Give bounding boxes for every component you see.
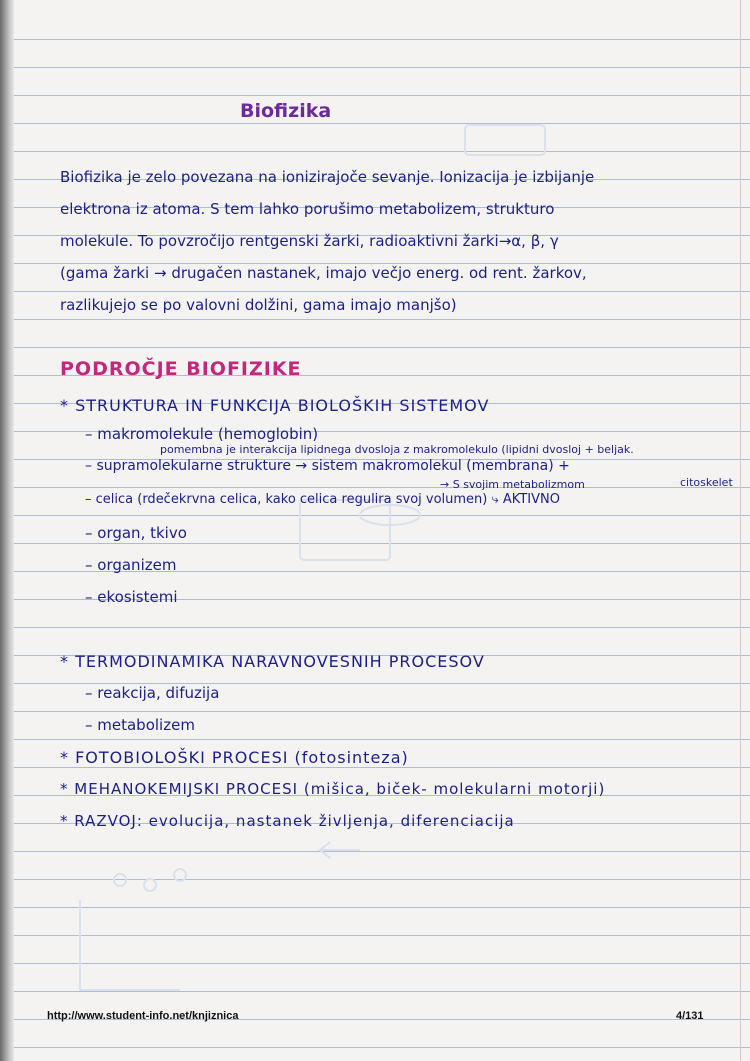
note-metabolizem: → S svojim metabolizmom xyxy=(440,478,585,491)
section-heading: PODROČJE BIOFIZIKE xyxy=(60,358,302,380)
struktura-item-4: – organ, tkivo xyxy=(85,524,187,542)
paragraph-line-1: Biofizika je zelo povezana na ionizirajoče sevanje. Ionizacija je izbijanje xyxy=(60,168,595,186)
page-title: Biofizika xyxy=(240,100,332,122)
paragraph-line-5: razlikujejo se po valovni dolžini, gama imajo manjšo) xyxy=(60,296,457,314)
paragraph-line-2: elektrona iz atoma. S tem lahko porušimo metabolizem, strukturo xyxy=(60,200,555,218)
page-number: 4/131 xyxy=(676,1010,704,1022)
note-citoskelet: citoskelet xyxy=(680,476,733,489)
struktura-item-5: – organizem xyxy=(85,556,177,574)
struktura-item-3: – celica (rdečekrvna celica, kako celica regulira svoj volumen) ⤷ AKTIVNO xyxy=(85,492,560,507)
paragraph-line-4: (gama žarki → drugačen nastanek, imajo večjo energ. od rent. žarkov, xyxy=(60,264,587,282)
termodinamika-heading: * TERMODINAMIKA NARAVNOVESNIH PROCESOV xyxy=(60,652,485,671)
termodinamika-item-2: – metabolizem xyxy=(85,716,195,734)
razvoj-item: * RAZVOJ: evolucija, nastanek življenja, diferenciacija xyxy=(60,812,515,830)
footer-url: http://www.student-info.net/knjiznica xyxy=(47,1010,239,1022)
fotobioloski-item: * FOTOBIOLOŠKI PROCESI (fotosinteza) xyxy=(60,748,409,767)
mehanokemijski-item: * MEHANOKEMIJSKI PROCESI (mišica, biček- molekularni motorji) xyxy=(60,780,606,798)
struktura-item-1: – makromolekule (hemoglobin) xyxy=(85,425,319,443)
note-pomembna: pomembna je interakcija lipidnega dvosloja z makromolekulo (lipidni dvosloj + beljak. xyxy=(160,443,634,456)
termodinamika-item-1: – reakcija, difuzija xyxy=(85,684,220,702)
struktura-item-2: – supramolekularne strukture → sistem makromolekul (membrana) + xyxy=(85,458,570,474)
struktura-heading: * STRUKTURA IN FUNKCIJA BIOLOŠKIH SISTEMOV xyxy=(60,396,490,415)
struktura-item-6: – ekosistemi xyxy=(85,588,178,606)
paragraph-line-3: molekule. To povzročijo rentgenski žarki, radioaktivni žarki→α, β, γ xyxy=(60,232,559,250)
